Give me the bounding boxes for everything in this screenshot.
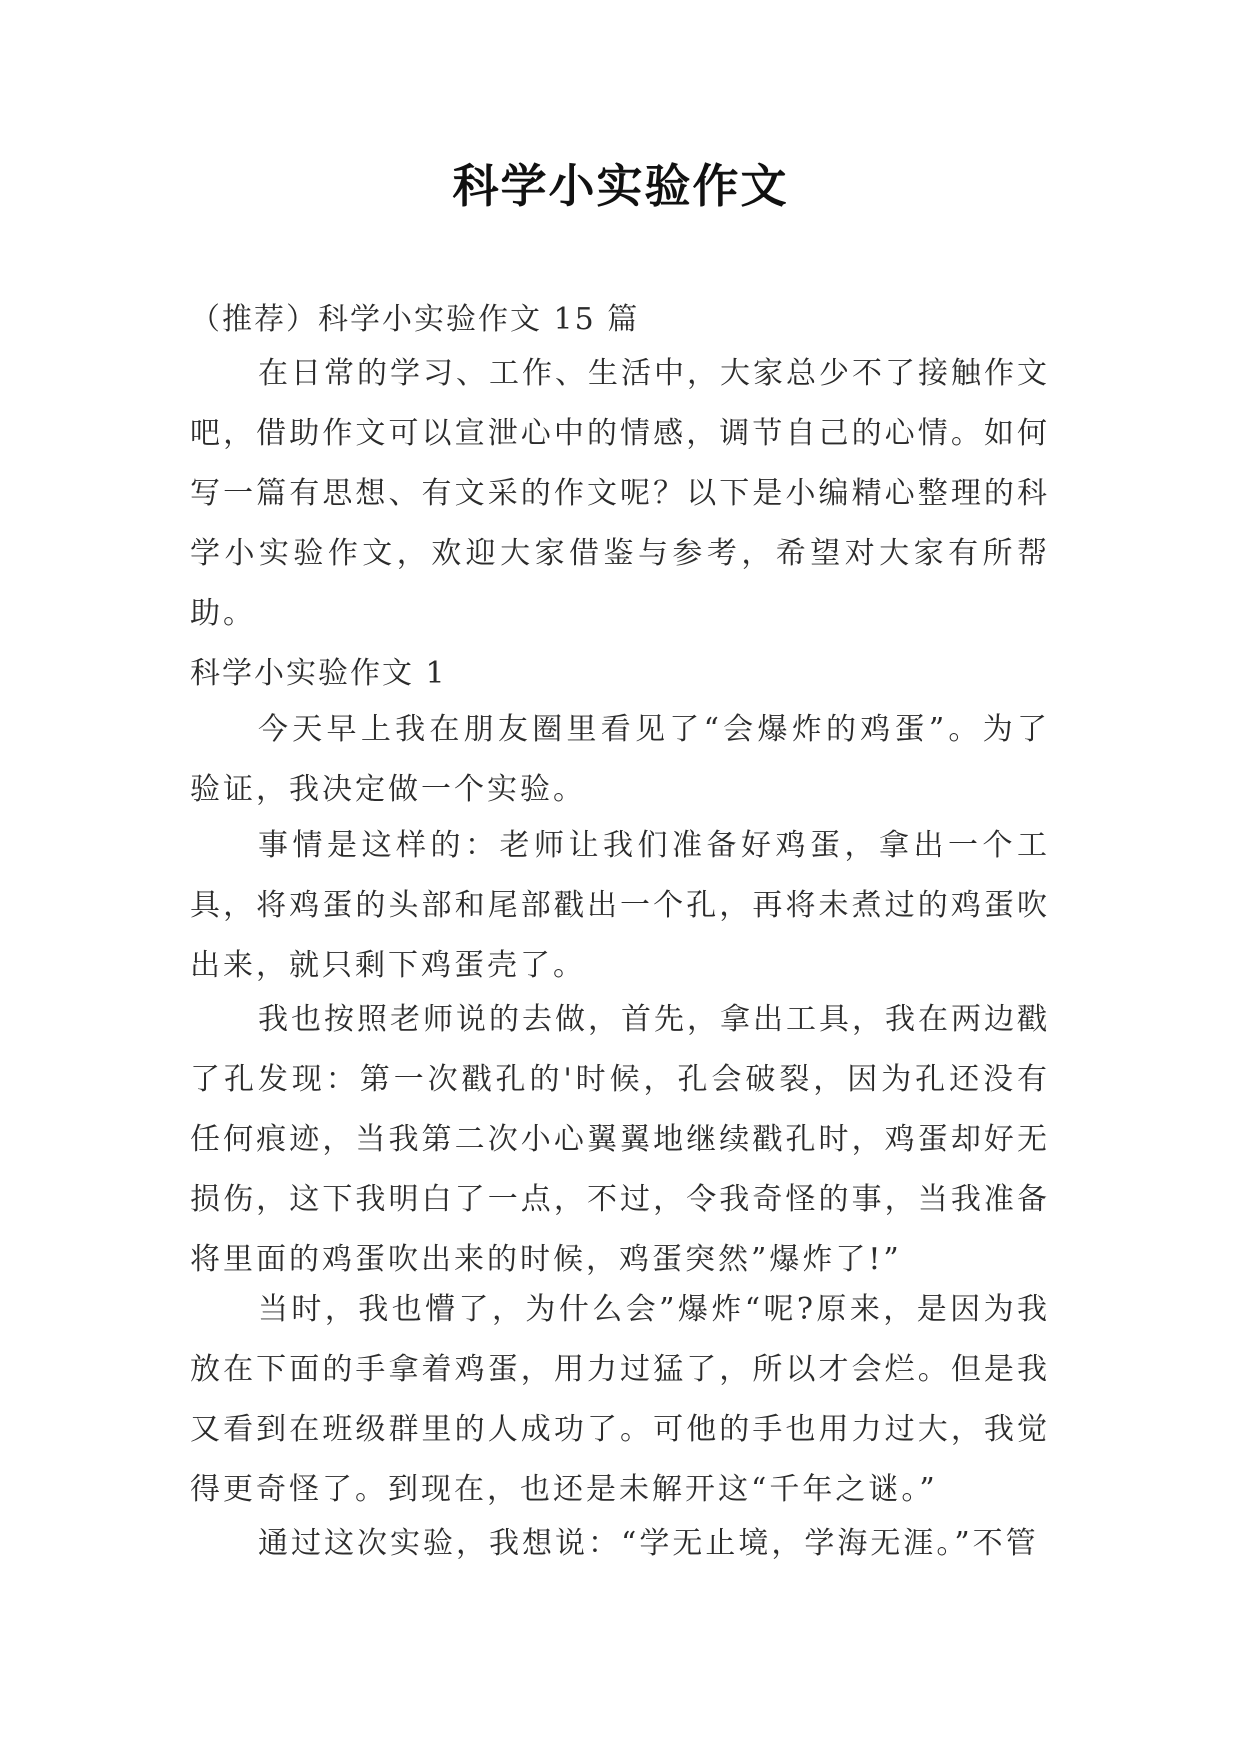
section-paragraph: 事情是这样的：老师让我们准备好鸡蛋，拿出一个工具，将鸡蛋的头部和尾部戳出一个孔，再将未煮过的鸡蛋吹出来，就只剩下鸡蛋壳了。 <box>190 828 1050 983</box>
document-subtitle: （推荐）科学小实验作文 15 篇 <box>190 302 640 337</box>
section-paragraph: 当时，我也懵了，为什么会”爆炸“呢?原来，是因为我放在下面的手拿着鸡蛋，用力过猛了，所以才会烂。但是我又看到在班级群里的人成功了。可他的手也用力过大，我觉得更奇怪了。到现在，也还是未解开这“千年之谜。” <box>190 1292 1050 1507</box>
section-paragraph: 今天早上我在朋友圈里看见了“会爆炸的鸡蛋”。为了验证，我决定做一个实验。 <box>190 712 1050 807</box>
section-paragraph: 我也按照老师说的去做，首先，拿出工具，我在两边戳了孔发现：第一次戳孔的'时候，孔会破裂，因为孔还没有任何痕迹，当我第二次小心翼翼地继续戳孔时，鸡蛋却好无损伤，这下我明白了一点，不过，令我奇怪的事，当我准备将里面的鸡蛋吹出来的时候，鸡蛋突然”爆炸了!” <box>190 1002 1050 1277</box>
document-title: 科学小实验作文 <box>452 159 789 213</box>
intro-paragraph: 在日常的学习、工作、生活中，大家总少不了接触作文吧，借助作文可以宣泄心中的情感，调节自己的心情。如何写一篇有思想、有文采的作文呢？以下是小编精心整理的科学小实验作文，欢迎大家借鉴与参考，希望对大家有所帮助。 <box>190 356 1050 631</box>
section-heading: 科学小实验作文 1 <box>190 656 447 691</box>
section-paragraph: 通过这次实验，我想说：“学无止境，学海无涯。”不管 <box>258 1526 1039 1561</box>
